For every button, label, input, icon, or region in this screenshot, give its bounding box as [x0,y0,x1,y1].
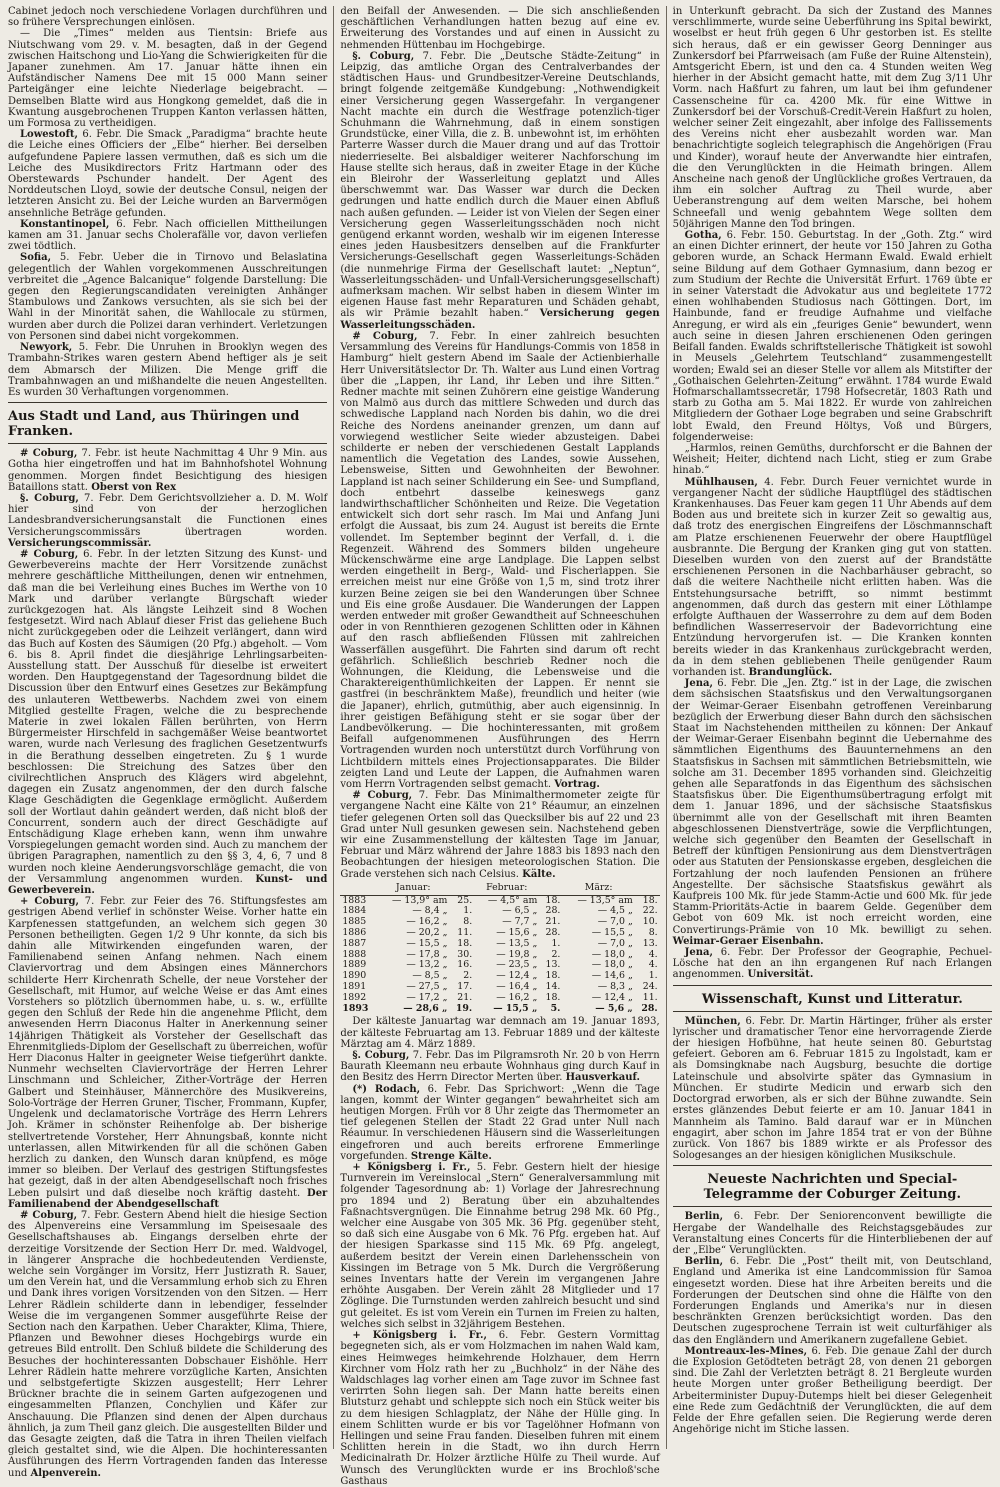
article-paragraph [8,448,327,493]
article-paragraph [8,252,327,342]
temperature-table-header: Februar: [474,882,539,895]
dateline-place: §. Coburg, [352,50,415,62]
table-cell: 4. [648,948,658,960]
table-cell: 1. [463,905,473,917]
table-cell: 1888 [342,948,367,960]
paragraph-text: 6. Febr. Die „Jen. Ztg.“ ist in der Lage, die zwischen dem sächsischen Staatsfiskus und den Verwaltungsorganen der Weimar-Geraer Eisenbahn getroffenen Vereinbarung bezüglich der Erwerbung dieser Bahn durch den sächsischen Staat im Nachstehenden mittheilen zu können: Der Ankauf der Weimar-Geraer Eisenbahn beginnt die Uebernahme des sämmtlichen Eigenthums des Bauunternehmens an den Staatsfiskus in Sachsen mit sämmtlichen Betriebsmitteln, wie solche am 31. December 1895 vorhanden sind. Gleichzeitig gehen alle Separatfonds in das Eigenthum des sächsischen Staatsfiskus über. Die Eigenthumsübertragung erfolgt mit dem 1. Januar 1896, und der sächsische Staatsfiskus übernimmt alle von der Gesellschaft mit ihren Beamten abgeschlossenen Dienstverträge, sowie die Verpflichtungen, welche sich gegenüber den Beamten der Gesellschaft in Betreff der künftigen Pensionirung aus dem Dienstverträgen oder aus Statuten der Pensionskasse ergeben, desgleichen die Fortzahlung der noch laufenden Pensionen an frühere Angestellte. Der sächsische Staatsfiskus gewährt als Kaufpreis 100 Mk. für jede Stamm-Actie und 600 Mk. für jede Stamm-Prioritäts-Actie in baarem Gelde. Gegenüber dem Gebot von 609 Mk. ist noch erreicht worden, eine Convertirungs-Prämie von 10 Mk. bewilligt zu sehen. [672,678,992,936]
table-cell: 21. [457,991,473,1003]
temperature-table-header [539,882,562,895]
dateline-place: Berlin, [684,1211,724,1223]
table-cell: — 23,5 „ [496,959,538,971]
article-paragraph [673,230,992,443]
dateline-place: Montreaux-les-Mines, [684,1345,808,1357]
table-cell: — 4,5 „ [597,905,633,917]
table-cell: 28. [545,905,561,917]
dateline-place: Sofia, [20,252,52,264]
table-cell: 13. [545,959,561,971]
dateline-place: + Coburg, [20,896,80,908]
column-3 [666,6,992,1449]
section-rule [8,443,327,444]
article-keyword: Brandunglück. [748,666,833,678]
table-cell: — 20,2 „ [406,927,448,939]
table-cell: — 27,5 „ [406,981,448,993]
table-cell: — 15,6 „ [496,927,538,939]
article-paragraph [8,219,327,253]
article-paragraph [673,947,992,981]
column-2 [333,6,660,1487]
dateline-place: # Coburg, [20,448,78,460]
paragraph-text: 5. Febr. Die Unruhen in Brooklyn wegen des Trambahn-Strikes waren gestern Abend heftiger als je seit dem Abmarsch der Milizen. Die Menge griff die Trambahnwagen an und mißhandelte die neuen Angestellten. Es wurden 30 Verhaftungen vorgenommen. [8,342,328,398]
table-cell: 16. [457,959,473,971]
article-paragraph [340,1084,659,1162]
article-paragraph [8,129,327,219]
table-cell: — 28,6 „ [403,1002,448,1014]
paragraph-text: 6. Febr. Das Sprichwort: „Wenn die Tage langen, kommt der Winter gegangen“ bewahrheitet sich am heutigen Morgen. Früh vor 8 Uhr zeigte das Thermometer an tief gelegenen Stellen der Stadt 22 Grad unter Null nach Réaumur. In verschiedenen Häusern sind die Wasserleitungen eingefroren und auch bereits erfrorene Emmerlinge vorgefunden. [340,1083,660,1162]
section-heading: Neueste Nachrichten und Special-Telegramme der Coburger Zeitung. [703,1172,962,1203]
section-heading: Aus Stadt und Land, aus Thüringen und Franken. [8,409,300,440]
dateline-place: Newyork, [20,342,73,354]
paragraph-text: 5. Febr. Ueber die in Tirnovo und Belaslatina gelegentlich der Wahlen vorgekommenen Ausschreitungen verbreitet die „Agence Balcanique“ folgende Darstellung: Die gegen den Regierungscandidaten vereinigten Anhänger Stambulows und Zankows versuchten, als sie sich bei der Wahl in der Minorität sahen, die Wahllocale zu stürmen, wurden aber durch die Polizei daran verhindert. Verletzungen von Personen sind dabei nicht vorgekommen. [8,252,328,342]
table-cell: — 16,4 „ [496,981,538,993]
table-cell: — 17,2 „ [406,991,448,1003]
dateline-place: Konstantinopel, [20,218,110,230]
table-cell: — 8,4 „ [412,905,448,917]
dateline-place: + Königsberg i. Fr., [352,1330,487,1342]
table-cell: 18. [457,937,473,949]
article-paragraph [673,6,992,230]
table-cell: — 13,9° am [392,894,448,906]
table-cell: 14. [545,981,561,993]
dateline-place: (*) Rodach, [352,1083,421,1095]
table-cell: 1885 [342,916,367,928]
table-cell: — 12,4 „ [591,991,633,1003]
dateline-place: Gotha, [684,230,722,242]
table-cell: 18. [545,991,561,1003]
table-cell: 2. [463,970,473,982]
dateline-place: Jena, [684,947,713,959]
article-keyword: Universität. [747,969,814,981]
table-cell: 28. [641,1002,658,1014]
table-cell: 1893 [342,1002,369,1014]
article-paragraph [8,549,327,896]
article-keyword: Versicherungscommissär. [8,537,152,549]
paragraph-text: 5. Febr. Gestern hielt der hiesige Turnverein im Vereinslocal „Stern“ Generalversammlung mit folgender Tagesordnung ab: 1) Vorlage der Jahresrechnung pro 1894 und 2) Beratung über ein abzuhaltendes Faßnachtsvergnügen. Die Einnahme betrug 298 Mk. 60 Pfg., welcher eine Ausgabe von 305 Mk. 36 Pfg. gegenüber steht, so daß sich eine Ausgabe von 6 Mk. 76 Pfg. ergeben hat. Auf der hiesigen Sparkasse sind 115 Mk. 69 Pfg. angelegt, außerdem besitzt der Verein einen Darlehensschein von Kissingen im Betrage von 5 Mk. Durch die Vergrößerung seines Inventars hatte der Verein im vergangenen Jahre erhöhte Ausgaben. Der Verein zählt 28 Mitglieder und 17 Zöglinge. Die Turnstunden werden zahlreich besucht und sind gut geleitet. Es ist vom Verein ein Turnen im Freien zu halten, welches sich selbst in 32jährigem Bestehen. [340,1162,660,1330]
article-paragraph [8,6,327,28]
table-cell: 18. [545,894,561,906]
table-cell: — 8,3 „ [597,981,633,993]
article-paragraph [340,1162,659,1330]
table-cell: — 13,5° am [577,894,633,906]
article-keyword: Der Familienabend der Abendgesellschaft [8,1187,328,1210]
table-cell: — 15,5 „ [406,937,448,949]
paragraph-text: in Unterkunft gebracht. Da sich der Zustand des Mannes verschlimmerte, wurde seine Ueberführung ins Spital bewirkt, woselbst er heut früh gegen 6 Uhr gestorben ist. Es stellte sich heraus, daß er ein gewisser Georg Denninger aus Zunkersdorf bei Pfarrweisach (am Fuße der Ruine Altenstein), Amtsgericht Ebern, ist und den ca. 4 Stunden weiten Weg hierher in der Absicht gemacht hatte, mit dem Zug 3/11 Uhr Vorm. nach Haßfurt zu fahren, um laut bei ihm gefundener Cassenscheine für ca. 4200 Mk. für eine Wittwe in Zunkersdorf bei der Vorschuß-Credit-Verein Haßfurt zu holen, welcher seiner Zeit eingezahlt, aber infolge des Fallissements des Vereins nicht eher ausbezahlt worden war. Man benachrichtigte sogleich telegraphisch die Angehörigen (Frau und Kinder), worauf heute der Anverwandte hier eintrafen, die den Verunglückten in die Heimath bringen. Allem Anscheine nach genoß der Unglückliche großes Vertrauen, da ihm ein solcher Auftrag zu Theil wurde, aber Ueberanstrengung auf dem weiten Marsche, bei hohem Schneefall und wenig gebahntem Wege sollten dem 50jährigen Manne den Tod bringen. [672,6,992,230]
table-cell: 28. [545,927,561,939]
table-cell: 2. [551,948,561,960]
paragraph-text: 6. Febr. 150. Geburtstag. In der „Goth. Ztg.“ wird an einen Dichter erinnert, der heute vor 150 Jahren zu Gotha geboren wurde, an Schack Hermann Ewald. Ewald erhielt seine Bildung auf dem Gothaer Gymnasium, dann bezog er zum Studium der Rechte die Universität Erfurt. 1769 übte er in seiner Vaterstadt die Advokatur aus und begleitete 1772 einen wohlhabenden Studiosus nach Göttingen. Dort, im Hainbunde, fand er freudige Aufnahme und vielfache Anregung, er wird als ein „feuriges Genie“ bewundert, wenn auch seine in diesen Jahren erschienenen Oden geringen Beifall fanden. Ewalds schriftstellerische Thätigkeit ist sowohl in Meusels „Gelehrtem Teutschland“ zusammengestellt worden; Ewald sei an dieser Stelle vor allem als Mitstifter der „Gothaischen Gelehrten-Zeitung“ erwähnt. 1784 wurde Ewald Hofmarschallamtssecretär, 1798 Hofsecretär, 1803 Rath und starb zu Gotha am 5. Mai 1822. Er wurde von zahlreichen Mitgliedern der Gothaer Loge begraben und seine Grabschrift lobt Ewald, den Freund Höltys, Voß und Bürgers, folgenderweise: [672,230,992,443]
article-paragraph [340,6,659,51]
temperature-table-header [340,882,377,895]
article-keyword: Strenge Kälte. [410,1150,492,1162]
paragraph-text: 6. Febr. Dr. Martin Härtinger, früher als erster lyrischer und dramatischer Tenor eine hervorragende Zierde der hiesigen Hofbühne, hat heute seinen 80. Geburtstag gefeiert. Geboren am 6. Februar 1815 zu Ingolstadt, kam er als Domsingknabe nach Augsburg, besuchte die dortige Lateinschule und absolvirte später das Gymnasium in München. Er studirte Medicin und erwarb sich den Doctorgrad erworben, als er sich der Bühne zuwandte. Sein erstes glänzendes Debut feierte er am 10. Januar 1841 in Mannheim als Tamino. Bald darauf war er in München engagirt, aber schon im Jahre 1854 trat er von der Bühne zurück. Von 1867 bis 1889 wirkte er als Professor des Sologesanges an der hiesigen königlichen Musikschule. [672,1015,992,1162]
table-cell: 10. [642,916,658,928]
table-cell: — 16,2 „ [406,916,448,928]
article-paragraph [340,1330,659,1487]
table-cell: 17. [457,981,473,993]
paragraph-text: Der kälteste Januartag war demnach am 19. Januar 1893, der kälteste Februartag am 13. Februar 1889 und der kälteste Märztag am 4. März 1889. [340,1016,660,1050]
dateline-place: # Coburg, [20,548,79,560]
table-cell: 19. [455,1002,473,1014]
table-cell: — 7,0 „ [597,916,633,928]
section-rule [673,1165,992,1166]
paragraph-text: den Beifall der Anwesenden. — Die sich anschließenden geschäftlichen Verhandlungen hatten bezug auf eine ev. Erweiterung des Vorstandes und auf einen in Aussicht zu nehmenden Hüttenbau im Hochgebirge. [340,6,660,51]
article-paragraph [673,1346,992,1436]
article-keyword: Oberst von Rex [91,481,177,493]
dateline-place: Jena, [684,678,713,690]
paragraph-text: 6. Febr. Nach officiellen Mittheilungen kamen am 31. Januar sechs Cholerafälle vor, davon verliefen zwei tödtlich. [8,218,328,253]
table-cell: — 13,5 „ [496,937,538,949]
dateline-place: + Königsberg i. Fr., [352,1162,471,1174]
paragraph-text: — Die „Times“ melden aus Tientsin: Briefe aus Niutschwang vom 29. v. M. besagten, daß in der Gegend zwischen Haitschong und Lio-Yang die Schwierigkeiten für die Japaner zunehmen. Am 17. Januar hätte ihnen ein Aufständischer Namens Dee mit 15 000 Mann seiner Parteigänger eine leichte Niederlage beigebracht. — Demselben Blatte wird aus Hongkong gemeldet, daß die in Kwantung ausgebrochenen Truppen Kanton verlassen hätten, um Formosa zu vertheidigen. [8,28,328,130]
table-cell: — 4,5° am [487,894,538,906]
table-cell: 1890 [342,970,367,982]
article-keyword: Weimar-Geraer Eisenbahn. [672,935,824,947]
table-cell: 11. [642,991,658,1003]
article-paragraph [8,342,327,398]
section-rule [673,1206,992,1207]
temperature-table-header: März: [562,882,634,895]
table-cell: — 18,0 „ [591,948,633,960]
article-paragraph [673,1256,992,1346]
paragraph-text: 4. Febr. Durch Feuer vernichtet wurde in vergangener Nacht der südliche Hauptflügel des städtischen Krankenhauses. Das Feuer kam gegen 11 Uhr Abends auf dem Boden aus und breitete sich in kurzer Zeit so gewaltig aus, daß trotz des energischen Eingreifens der Löschmannschaft am Platze erschienenen Feuerwehr der obere Hauptflügel ausbrannte. Die Bergung der Kranken ging gut von statten. Dieselben wurden von den zuerst auf der Brandstätte erschienenen Personen in die Nachbarhäuser gebracht, so daß die weitere Nachtheile nicht erlitten haben. Was die Entstehungsursache betrifft, so nimmt bestimmt angenommen, daß durch das gestern mit einer Löthlampe erfolgte Aufthauen der Wasserrohre zu dem auf dem Boden befindlichen Wasserreservoir der Badevorrichtung eine Entzündung hervorgerufen ist. — Die Kranken konnten bereits wieder in das Krankenhaus zurückgebracht werden, da in dem stehen gebliebenen Theile genügender Raum vorhanden ist. [672,476,992,678]
dateline-place: # Coburg, [352,330,418,342]
column-1 [8,6,328,1479]
table-cell: — 5,6 „ [595,1002,633,1014]
temperature-table-header [449,882,474,895]
table-cell: 21. [545,916,561,928]
article-paragraph [673,443,992,477]
temperature-table-header [635,882,660,895]
table-cell: — 8,5 „ [412,970,448,982]
table-cell: — 15,5 „ [493,1002,538,1014]
table-cell: 1. [648,970,658,982]
table-cell: 1883 [342,894,367,906]
article-paragraph [340,51,659,331]
paragraph-text: Cabinet jedoch noch verschiedene Vorlagen durchführen und so frühere Versprechungen einlösen. [8,6,328,29]
article-paragraph [340,331,659,790]
article-paragraph [340,790,659,880]
table-cell: 18. [642,894,658,906]
paragraph-text: 7. Febr. Das Minimalthermometer zeigte für vergangene Nacht eine Kälte von 21° Réaumur, an einzelnen tiefer gelegenen Orten soll das Quecksilber bis auf 22 und 23 Grad unter Null gesunken gewesen sein. Nachstehend geben wir eine Zusammenstellung der kältesten Tage im Januar, Februar und März während der Jahre 1883 bis 1893 nach den Beobachtungen der hiesigen meteorologischen Station. Die Grade verstehen sich nach Celsius. [340,790,660,880]
article-paragraph [673,678,992,947]
paragraph-text: 6. Febr. Gestern Vormittag begegneten sich, als er vom Holzmachen im nahen Wald kam, eines Heimweges heimkehrende Holzhauer, dem Herrn Kirchner vom Holz rath her zu „Buchholz“ in der Nähe des Waldschlages lag vorher einen am Tage zuvor im Schnee fast verirrten Sohn liegen sah. Der Mann hatte bereits einen Blutsturz gehabt und schleppte sich noch ein Stück weiter bis zu dem hiesigen Schlagplatz, der Nähe der Hülle ging. In einem Schlitten wurde er bis vor Tagelöhner Hofmann von Hellingen und seine Frau fanden. Dieselben fuhren mit einem Schlitten herein in die Stadt, wo ihn durch Herrn Medicinalrath Dr. Holzer ärztliche Hülfe zu Theil wurde. Auf Wunsch des Verunglückten wurde er ins Brochloß'sche Gasthaus [340,1330,660,1487]
article-paragraph [8,28,327,129]
table-cell: 1887 [342,937,367,949]
dateline-place: Berlin, [684,1256,724,1268]
temperature-table-header: Januar: [377,882,449,895]
article-paragraph [673,1211,992,1256]
paragraph-text: 7. Febr. ist heute Nachmittag 4 Uhr 9 Min. aus Gotha hier eingetroffen und hat im Bahnhofshotel Wohnung genommen. Morgen findet Besichtigung des hiesigen Bataillons statt. [8,448,328,493]
table-cell: — 7,7 „ [502,916,538,928]
table-cell: 1892 [342,991,367,1003]
section-rule [673,1011,992,1012]
table-cell: 1884 [342,905,367,917]
dateline-place: Lowestoft, [20,129,78,141]
section-heading: Wissenschaft, Kunst und Litteratur. [701,991,963,1007]
table-cell: — 13,2 „ [406,959,448,971]
article-paragraph [340,1016,659,1050]
article-keyword: Kälte. [522,868,556,880]
article-paragraph [8,493,327,549]
article-paragraph [673,1016,992,1162]
table-cell: — 18,0 „ [591,959,633,971]
article-keyword: Versicherung gegen Wasserleitungsschäden. [340,308,660,331]
section-rule [8,402,327,403]
table-cell: 4. [648,959,658,971]
table-cell: 11. [457,927,473,939]
paragraph-text: 7. Febr. Dem Gerichtsvollzieher a. D. M. Wolf hier sind von der herzoglichen Landesbrandversicherungsanstalt die Functionen eines Versicherungscommissärs übertragen worden. [8,492,328,538]
article-keyword: Hausverkauf. [565,1072,640,1084]
table-cell: — 19,8 „ [496,948,538,960]
paragraph-text: 7. Febr. Das im Pilgramsroth Nr. 20 b von Herrn Baurath Kleemann neu erbaute Wohnhaus ging durch Kauf in den Besitz des Herrn Director Merten über. [340,1050,660,1084]
article-paragraph [673,477,992,679]
paragraph-text: 6. Febr. Die Smack „Paradigma“ brachte heute die Leiche eines Officiers der „Elbe“ hierher. Bei derselben aufgefundene Papiere lassen vermuthen, daß es sich um die Leiche des Musikdirectors Fritz Hartmann oder des Oberstewards Pschunder handelt. Der Agent des Norddeutschen Lloyd, sowie der deutsche Consul, neigen der letzteren Ansicht zu. Bei der Leiche wurden an Barvermögen ansehnliche Beträge gefunden. [8,129,328,219]
paragraph-text: 7. Febr. Gestern Abend hielt die hiesige Section des Alpenvereins eine Versammlung im Speisesaale des Gesellschaftshauses ab. Eingangs derselben ehrte der derzeitige Vorsitzende der Section Herr Dr. med. Waldvogel, in längerer Ansprache die hochbedeutenden Verdienste, welche sein Vorgänger im Vorsitz, Herr Justizrath R. Sauer, um den Verein hat, und die Versammlung erhob sich zu Ehren und Dank ihres vorigen Vorsitzenden von den Sitzen. — Herr Lehrer Rädlein schilderte dann in lebendiger, fesselnder Weise die im vergangenen Sommer ausgeführte Reise der Section nach den Karpathen. Ueber Charakter, Klima, Thiere, Pflanzen und Bewohner dieses Hochgebirgs wurde ein getreues Bild entrollt. Den Schluß bildete die Schilderung des Besuches der hochinteressanten Dobschauer Eishöhle. Herr Lehrer Rädlein hatte mehrere vorzügliche Karten, Ansichten und selbstgefertigte Skizzen ausgestellt; Herr Lehrer Brückner brachte die in seinem Garten aufgezogenen und eingesammelten Pflanzen, Conchylien und Käfer zur Anschauung. Die Pflanzen sind denen der Alpen durchaus ähnlich, ja zum Theil ganz gleich. Die ausgestellten Bilder und das Gesagte zeigten, daß die Tatra in ihren Theilen vielfach gleich gestaltet sind, wie die Alpen. Die hochinteressanten Ausführungen des Herrn Vortragenden fanden das Interesse und [8,1209,328,1479]
table-cell: — 14,6 „ [591,970,633,982]
dateline-place: Mühlhausen, [684,476,758,488]
temperature-table [340,882,659,1015]
article-keyword: Kunst- und Gewerbeverein. [8,873,328,897]
table-cell: — 17,8 „ [406,948,448,960]
section-rule [673,985,992,986]
table-cell: — 12,4 „ [496,970,538,982]
dateline-place: # Coburg, [352,790,413,802]
table-cell: 13. [642,937,658,949]
table-cell: 25. [457,894,473,906]
table-cell: 1889 [342,959,367,971]
table-row [340,1004,659,1015]
table-cell: 1886 [342,927,367,939]
dateline-place: §. Coburg, [352,1050,410,1062]
table-cell: — 7,0 „ [597,937,633,949]
article-paragraph [340,1050,659,1084]
article-keyword: Alpenverein. [30,1467,102,1479]
table-cell: 1891 [342,981,367,993]
table-cell: 18. [545,970,561,982]
paragraph-text: 6. Febr. Der Professor der Geographie, Pechuel-Lösche hat den an ihn ergangenen Ruf nach Erlangen angenommen. [672,947,992,981]
article-paragraph [8,1210,327,1479]
paragraph-text: 6. Feb. Die genaue Zahl der durch die Explosion Getödteten beträgt 28, von denen 21 geborgen sind. Die Zahl der Verletzten beträgt 8. 21 Bergleute wurden heute Morgen unter großer Betheiligung beerdigt. Der Arbeiterminister Dupuy-Dutemps hielt bei dieser Gelegenheit eine Rede zum Gedächtniß der Verunglückten, die auf dem Felde der Ehre gefallen seien. Die Regierung werde deren Angehörige nicht im Stiche lassen. [672,1345,992,1436]
article-keyword: Vortrag. [554,779,600,791]
paragraph-text: 7. Febr. In einer zahlreich besuchten Versammlung des Vereins für Handlungs-Commis von 1858 in Hamburg“ hielt gestern Abend im Saale der Actienbierhalle Herr Universitätslector Dr. Th. Walter aus Lund einen Vortrag über die „Lappen, ihr Land, ihr Leben und ihre Sitten.“ Redner machte mit seinen Zuhörern eine geistige Wanderung von Malmö aus durch das mittlere Schweden und durch das schwedische Lappland nach Norden bis dahin, wo die drei Reiche des Nordens aneinander grenzen, um dann auf vorwiegend westlicher Seite wieder abzusteigen. Dabei schilderte er neben der verschiedenen Gestalt Lapplands namentlich die Vegetation des Landes, sowie Aussehen, Lebensweise, Sitten und Gewohnheiten der Bewohner. Lappland ist nach seiner Schilderung ein See- und Sumpfland, doch entbehrt dasselbe keineswegs ganz landwirthschaftlicher Schönheiten und Reize. Die Vegetation entwickelt sich dort sehr rasch. Im Mai und Anfang Juni erfolgt die Aussaat, bis zum 24. August ist bereits die Ernte vollendet. Im September beginnt der Verfall, d. i. die Regenzeit. Während des Sommers bilden ungeheure Mückenschwärme eine arge Landplage. Die Lappen selbst werden eingetheilt in Berg-, Wald- und Fischerlappen. Sie erreichen meist nur eine Größe von 1,5 m, sind trotz ihrer kurzen Beine zeigen sie bei den Wanderungen über Schnee und Eis eine große Ausdauer. Die Wanderungen der Lappen werden entweder mit großer Gewandtheit auf Schneeschuhen oder in von Rennthieren gezogenen Schlitten oder in Kähnen auf den rasch abfließenden Flüssen mit zahlreichen Wasserfällen ausgeführt. Die Fahrten sind darum oft recht gefährlich. Schließlich beschrieb Redner noch die Wohnungen, die Kleidung, die Lebensweise und die Charaktereigenthümlichkeiten der Lappen. Er nennt sie gastfrei (in beschränktem Maße), freundlich und heiter (wie die Japaner), ehrlich, gutmüthig, aber auch eigensinnig. In ihrer geistigen Befähigung steht er sie sogar über der Landbevölkerung. — Die hochinteressanten, mit großem Beifall aufgenommenen Ausführungen des Herrn Vortragenden wurden noch unterstützt durch Vorführung von Lichtbildern mittels eines Projectionsapparates. Die Bilder zeigten Land und Leute der Lappen, die Aufnahmen waren vom Herrn Vortragenden selbst gemacht. [340,330,660,791]
dateline-place: # Coburg, [20,1209,78,1221]
table-cell: 5. [550,1002,561,1014]
table-cell: 8. [648,927,658,939]
dateline-place: München, [684,1015,741,1027]
paragraph-text: 6. Febr. Die „Post“ theilt mit, von Deutschland, England und Amerika ist eine Landcommission für Samoa eingesetzt worden. Diese hat ihre Arbeiten bereits und die Forderungen der Deutschen sind ohne die Hälfte von den Forderungen Englands und Amerika's nur in diesen beschränkten Grenzen berücksichtigt worden. Das den Deutschen zugesprochene Terrain ist weit culturfähiger als das den Engländern und Amerikanern zugefallene Gebiet. [672,1256,992,1346]
paragraph-text: 7. Febr. zur Feier des 76. Stiftungsfestes am gestrigen Abend verlief in schönster Weise. Vorher hatte ein Karpfenessen stattgefunden, an welchem sich gegen 30 Personen betheiligten. Gegen 1/2 9 Uhr konnte, da sich bis dahin alle Mitwirkenden eingefunden waren, der Familienabend seinen Anfang nehmen. Nach einem Claviervortrag und dem Absingen eines Männerchors schilderte Herr Kirchenrath Schelle, der neue Vorsteher der Gesellschaft, mit Humor, auf welche Weise er das Amt eines Vorstehers so plötzlich übernommen habe, u. s. w., erfüllte gegen den Schluß der Rede hin die angenehme Pflicht, dem anwesenden Herrn Diaconus Halter in Anerkennung seiner 14jährigen Thätigkeit als Vorsteher der Gesellschaft das Ehrenmitglieds-Diplom der Gesellschaft zu überreichen, wofür Herr Diaconus Halter in geeigneter Weise tiefgerührt dankte. Nunmehr wechselten Claviervorträge der Herren Lehrer Linschmann und Schleicher, Zither-Vorträge der Herren Galbert und Steinhäuser, Männerchöre des Musikvereins, Solo-Vorträge der Herren Gruner, Tischer, Frommann, Kupfer, Ungelenk und declamatorische Vorträge des Herrn Lehrers Joh. Krämer in schönster Reihenfolge ab. Der bisherige stellvertretende Vorsteher, Herr Ahnungsbaß, konnte nicht unterlassen, allen Mitwirkenden für all die schönen Gaben herzlich zu danken, den Wunsch daran knüpfend, es möge immer so bleiben. Der Verlauf des gestrigen Stiftungsfestes hat gezeigt, daß in der alten Abendgesellschaft noch frisches Leben pulsirt und daß dieselbe noch kräftig dasteht. [8,896,328,1199]
table-cell: — 16,2 „ [496,991,538,1003]
table-row [340,993,659,1004]
table-row [340,939,659,950]
paragraph-text: „Harmlos, reinen Gemüths, durchforscht er die Bahnen der Weisheit; Heiter, dichtend nach Licht, stieg er zum Grabe hinab.“ [672,442,992,477]
table-cell: — 6,5 „ [502,905,538,917]
table-cell: 1. [551,937,561,949]
table-cell: 30. [457,948,473,960]
article-paragraph [8,896,327,1210]
paragraph-text: 6. Febr. In der letzten Sitzung des Kunst- und Gewerbevereins machte der Herr Vorsitzende zunächst mehrere geschäftliche Mittheilungen, denen wir entnehmen, daß man die bei Verleihung eines Buches im Werthe von 10 Mark und darüber verlangte Bürgschaft wieder zurückgezogen hat. Als längste Leihzeit sind 8 Wochen festgesetzt. Wird nach Ablauf dieser Frist das geliehene Buch nicht zurückgegeben oder die Leihzeit verlängert, dann wird das Buch auf Kosten des Säumigen (20 Pfg.) abgeholt. — Vom 6. bis 8. April findet die diesjährige Lehrlingsarbeiten-Ausstellung statt. Der Ausschuß für dieselbe ist erweitert worden. Den Hauptgegenstand der Tagesordnung bildet die Discussion über den Entwurf eines Gesetzes zur Bekämpfung des unlauteren Wettbewerbs. Nachdem zwei von einem Mitglied gestellte Fragen, welche die zu besprechende Materie in zwei lokalen Fällen berührten, von Herrn Bürgermeister Hirschfeld in sachgemäßer Weise beantwortet waren, wurde nach Verlesung des fraglichen Gesetzentwurfs in die Berathung desselben eingetreten. Zu § 1 wurde beschlossen: Die Streichung des Satzes über den civilrechtlichen Anspruch des Klägers wird abgelehnt, dagegen ein Zusatz angenommen, der den durch falsche Klage Geschädigten die Gegenklage ermöglicht. Außerdem soll der Wortlaut dahin geändert werden, daß nicht bloß der Concurrent, sondern auch der direct Geschädigte auf Entschädigung Klage erheben kann, wenn ihm unwahre Vorspiegelungen gemacht worden sind. Auch zu manchem der übrigen Paragraphen, namentlich zu den §§ 3, 4, 6, 7 und 8 wurden noch kleine Aenderungsvorschläge gemacht, die von der Versammlung angenommen wurden. [8,548,328,885]
table-cell: — 15,5 „ [591,927,633,939]
paragraph-text: 7. Febr. Die „Deutsche Städte-Zeitung“ in Leipzig, das amtliche Organ des Centralverbandes der städtischen Haus- und Grundbesitzer-Vereine Deutschlands, bringt folgende zeitgemäße Kundgebung: „Nothwendigkeit einer Versicherung gegen Wassergefahr. In vergangener Nacht machte ein durch die Westfrage potenzlich-tiger Schuhmann die Wahrnehmung, daß in einem sonstigen Grundstücke, einer Villa, die z. B. unbewohnt ist, im erhöhten Parterre Wasser durch die Mauer drang und auf das Trottoir niederrieselte. Bei alsbaldiger weiterer Nachforschung im Hause stellte sich heraus, daß in zweiter Etage in der Küche ein Bleirohr der Wasserleitung geplatzt und Alles überschwemmt war. Das Wasser war durch die Decken gedrungen und hatte endlich durch die Mauer einen Abfluß nach außen gefunden. — Leider ist von Vielen der Segen einer Versicherung gegen Wasserleitungsschäden noch nicht genügend erkannt worden, weshalb wir im eigenen Interesse eines jeden Hausbesitzers denselben auf die Frankfurter Versicherungs-Gesellschaft gegen Wasserleitungs-Schäden (die nunmehrige Firma der Gesellschaft lautet: „Neptun“, Wasserleitungsschäden- und Unfall-Versicherungsgesellschaft) aufmerksam machen. Wir selbst haben in diesem Winter im eigenen Hause fast mehr Reparaturen und Schäden gehabt, als wir Prämie bezahlt haben.“ [340,50,660,320]
table-cell: 24. [642,981,658,993]
table-cell: 8. [463,916,473,928]
paragraph-text: 6. Febr. Der Seniorenconvent bewilligte die Hergabe der Wandelhalle des Reichstagsgebäudes zur Veranstaltung eines Concerts für die Hinterbliebenen der auf der „Elbe“ Verunglückten. [672,1211,992,1256]
dateline-place: §. Coburg, [20,492,79,504]
table-cell: 22. [642,905,658,917]
